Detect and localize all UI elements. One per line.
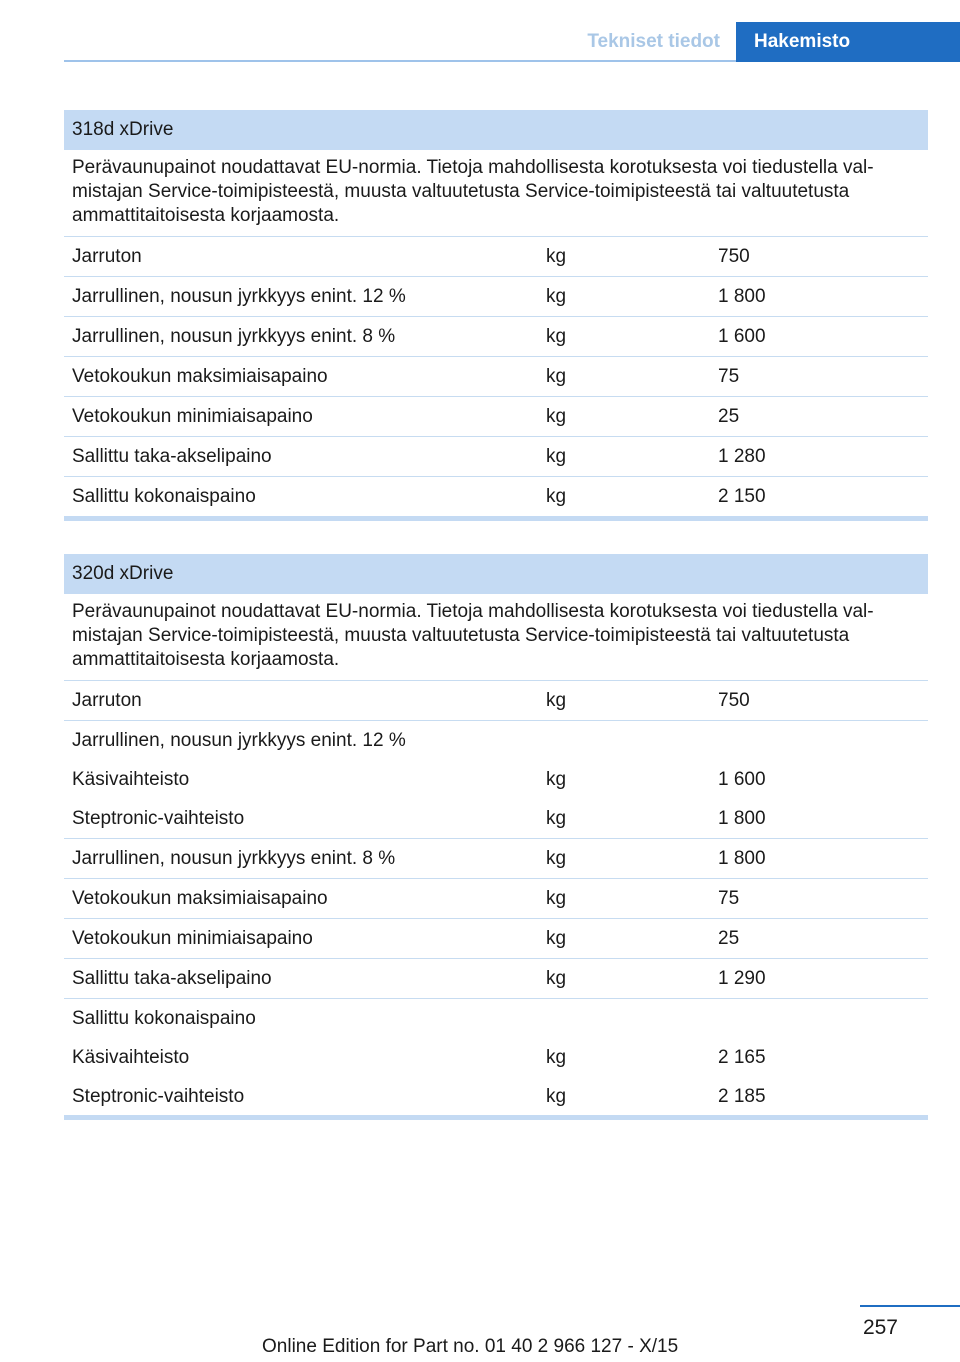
tab-hakemisto[interactable]: Hakemisto xyxy=(736,22,960,62)
edition-text: Online Edition for Part no. 01 40 2 966 127 - X/15 xyxy=(262,1336,679,1357)
cell-unit: kg xyxy=(546,1047,567,1068)
cell-unit: kg xyxy=(546,326,567,347)
cell-value: 1 800 xyxy=(718,286,766,307)
cell-unit: kg xyxy=(546,286,567,307)
cell-value: 2 150 xyxy=(718,486,766,507)
cell-value: 25 xyxy=(718,406,740,427)
cell-unit: kg xyxy=(546,848,567,869)
cell-value: 2 185 xyxy=(718,1086,766,1107)
tab-tekniset-tiedot[interactable]: Tekniset tiedot xyxy=(571,24,736,60)
cell-unit xyxy=(538,721,710,760)
cell-label: Käsivaihteisto xyxy=(72,1047,190,1068)
footer-rule xyxy=(860,1305,960,1307)
cell-label: Sallittu kokonaispaino xyxy=(72,486,256,507)
table-row xyxy=(64,879,928,919)
cell-unit: kg xyxy=(546,366,567,387)
cell-unit: kg xyxy=(546,246,567,267)
cell-value: 1 290 xyxy=(718,968,766,989)
cell-label: Vetokoukun maksimiaisapaino xyxy=(72,888,328,909)
table-row xyxy=(64,919,928,959)
cell-value: 1 600 xyxy=(718,326,766,347)
cell-label: Vetokoukun maksimiaisapaino xyxy=(72,366,328,387)
cell-value xyxy=(710,721,928,760)
table-row xyxy=(64,681,928,721)
cell-unit: kg xyxy=(546,406,567,427)
table-title: 318d xDrive xyxy=(64,110,928,150)
cell-unit: kg xyxy=(546,486,567,507)
cell-unit: kg xyxy=(546,968,567,989)
table-row xyxy=(64,1038,928,1077)
table-row xyxy=(64,477,928,517)
table-row xyxy=(64,839,928,879)
table-row xyxy=(64,397,928,437)
cell-value: 1 800 xyxy=(718,848,766,869)
cell-unit: kg xyxy=(546,928,567,949)
cell-value: 1 280 xyxy=(718,446,766,467)
cell-label: Sallittu taka-akselipaino xyxy=(72,968,272,989)
cell-label: Vetokoukun minimiaisapaino xyxy=(72,928,313,949)
cell-label: Jarrullinen, nousun jyrkkyys enint. 8 % xyxy=(72,848,396,869)
cell-unit: kg xyxy=(546,446,567,467)
cell-value: 1 800 xyxy=(718,808,766,829)
cell-label: Steptronic-vaihteisto xyxy=(72,808,245,829)
cell-label: Jarrullinen, nousun jyrkkyys enint. 12 % xyxy=(72,286,406,307)
cell-label: Vetokoukun minimiaisapaino xyxy=(72,406,313,427)
cell-value: 75 xyxy=(718,366,740,387)
spec-table-318d xyxy=(64,110,928,521)
cell-label: Käsivaihteisto xyxy=(72,769,190,790)
cell-value xyxy=(710,999,928,1038)
table-title: 320d xDrive xyxy=(64,554,928,594)
table-row xyxy=(64,277,928,317)
table-note: Perävaunupainot noudattavat EU-normia. Tietoja mahdollisesta korotuksesta voi tiedustella val-mistajan Service-toimipisteestä, muusta valtuutetusta Service-toimipisteestä tai valtuutetusta ammattitaitoisesta korjaamosta. xyxy=(64,594,928,681)
cell-label: Jarruton xyxy=(72,690,142,711)
cell-unit: kg xyxy=(546,769,567,790)
cell-value: 75 xyxy=(718,888,740,909)
page-number: 257 xyxy=(862,1316,898,1339)
cell-unit: kg xyxy=(546,808,567,829)
cell-unit: kg xyxy=(546,888,567,909)
cell-value: 750 xyxy=(718,246,750,267)
cell-label: Jarruton xyxy=(72,246,142,267)
table-row xyxy=(64,357,928,397)
spec-table-320d xyxy=(64,554,928,1120)
cell-label: Jarrullinen, nousun jyrkkyys enint. 12 % xyxy=(72,730,406,751)
table-row xyxy=(64,999,928,1038)
table-end-rule xyxy=(64,516,928,521)
table-row xyxy=(64,317,928,357)
cell-value: 750 xyxy=(718,690,750,711)
cell-label: Sallittu taka-akselipaino xyxy=(72,446,272,467)
table-row xyxy=(64,799,928,839)
cell-label: Jarrullinen, nousun jyrkkyys enint. 8 % xyxy=(72,326,396,347)
cell-value: 1 600 xyxy=(718,769,766,790)
cell-label: Sallittu kokonaispaino xyxy=(72,1008,256,1029)
cell-label: Steptronic-vaihteisto xyxy=(72,1086,245,1107)
table-row xyxy=(64,721,928,760)
cell-unit: kg xyxy=(546,1086,567,1107)
cell-value: 25 xyxy=(718,928,740,949)
table-row xyxy=(64,437,928,477)
table-row xyxy=(64,1077,928,1116)
cell-unit xyxy=(538,999,710,1038)
table-note: Perävaunupainot noudattavat EU-normia. Tietoja mahdollisesta korotuksesta voi tiedustella val-mistajan Service-toimipisteestä, muusta valtuutetusta Service-toimipisteestä tai valtuutetusta ammattitaitoisesta korjaamosta. xyxy=(64,150,928,237)
cell-value: 2 165 xyxy=(718,1047,766,1068)
cell-unit: kg xyxy=(546,690,567,711)
table-row xyxy=(64,959,928,999)
table-row xyxy=(64,237,928,277)
table-row xyxy=(64,760,928,799)
